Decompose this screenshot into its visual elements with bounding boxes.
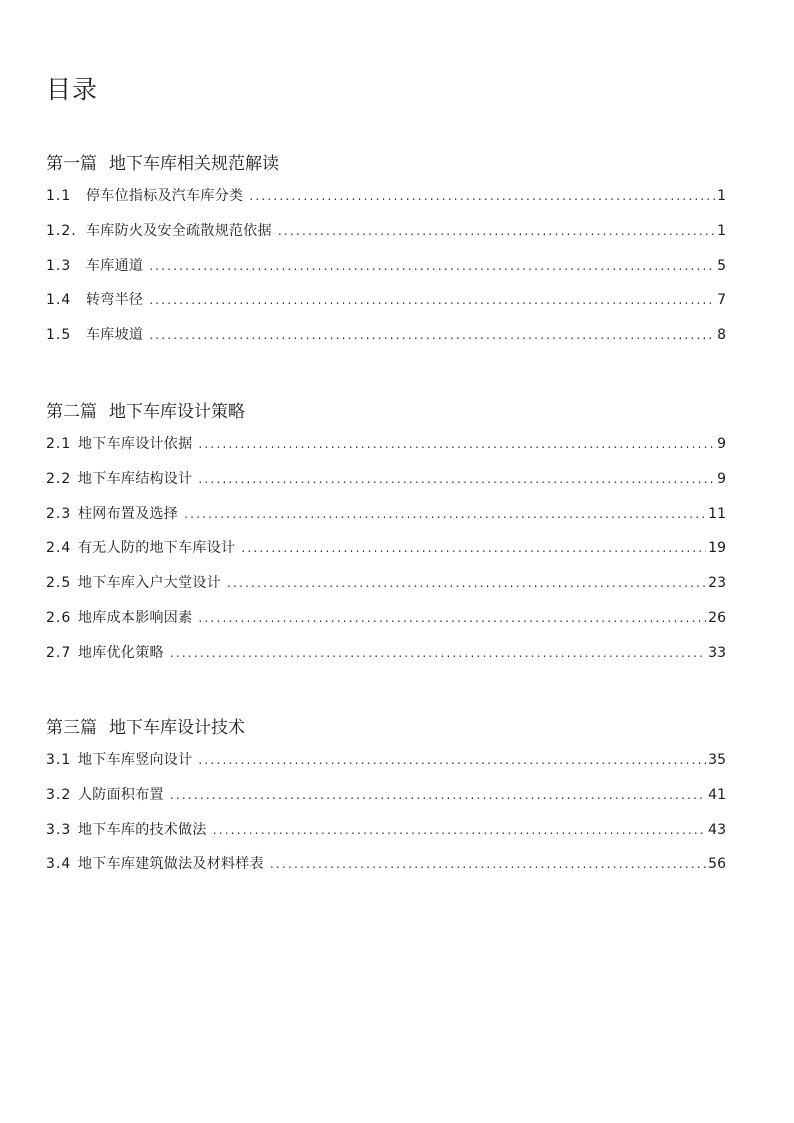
part-heading-title: 地下车库设计技术 [109, 718, 245, 738]
toc-entry[interactable] [46, 256, 726, 291]
entry-number: 1.2. [46, 222, 77, 239]
part-heading [46, 716, 726, 740]
entry-page-number: 41 [708, 786, 726, 803]
entry-number: 1.3 [46, 257, 72, 274]
entry-page-number: 5 [717, 257, 726, 274]
entry-label: 地下车库竖向设计 [78, 752, 193, 768]
toc-title: 目录 [46, 75, 99, 104]
dot-leader [170, 643, 706, 663]
toc-part-2 [46, 400, 726, 678]
dot-leader [149, 290, 715, 310]
dot-leader [198, 750, 706, 770]
entry-label: 柱网布置及选择 [78, 505, 179, 522]
dot-leader [149, 256, 715, 276]
dot-leader [241, 538, 706, 558]
dot-leader [170, 785, 706, 805]
dot-leader [198, 608, 706, 628]
entry-label: 地库优化策略 [78, 644, 164, 661]
dot-leader [198, 434, 715, 454]
toc-entry[interactable] [46, 538, 726, 573]
dot-leader [198, 469, 715, 489]
entry-label: 车库坡道 [86, 327, 144, 344]
part-heading-number: 第一篇 [46, 154, 97, 174]
entry-page-number: 1 [717, 188, 726, 204]
entry-number: 2.1 [46, 436, 72, 452]
part-heading [46, 152, 726, 176]
part-heading-title: 地下车库设计策略 [109, 402, 245, 422]
entry-number: 2.3 [46, 505, 72, 522]
toc-entry[interactable] [46, 221, 726, 256]
entry-number: 2.2 [46, 470, 72, 487]
entry-page-number: 35 [708, 752, 726, 768]
entry-number: 1.5 [46, 327, 72, 344]
entry-label: 地下车库结构设计 [78, 470, 193, 487]
dot-leader [184, 504, 706, 524]
entry-page-number: 8 [717, 327, 726, 344]
entry-number: 1.1 [46, 188, 72, 204]
entry-page-number: 9 [717, 436, 726, 452]
toc-part-1 [46, 152, 726, 360]
part-heading-title: 地下车库相关规范解读 [109, 154, 279, 174]
toc-entry[interactable] [46, 504, 726, 539]
entry-label: 有无人防的地下车库设计 [78, 540, 236, 557]
toc-entry[interactable] [46, 573, 726, 608]
entry-number: 2.6 [46, 609, 72, 626]
entry-label: 地库成本影响因素 [78, 609, 193, 626]
toc-entry[interactable] [46, 290, 726, 325]
entry-label: 地下车库入户大堂设计 [78, 575, 221, 592]
toc-entry[interactable] [46, 820, 726, 855]
entry-number: 3.1 [46, 752, 72, 768]
entry-number: 1.4 [46, 292, 72, 309]
entry-number: 2.7 [46, 644, 72, 661]
entry-label: 车库防火及安全疏散规范依据 [86, 222, 272, 239]
dot-leader [227, 573, 706, 593]
entry-label: 地下车库设计依据 [78, 436, 193, 452]
entry-number: 2.5 [46, 575, 72, 592]
entry-label: 地下车库建筑做法及材料样表 [78, 856, 264, 873]
toc-entry[interactable] [46, 785, 726, 820]
dot-leader [278, 221, 715, 241]
entry-number: 2.4 [46, 540, 72, 557]
part-heading [46, 400, 726, 424]
entry-label: 转弯半径 [86, 292, 144, 309]
toc-entry[interactable] [46, 643, 726, 678]
entry-page-number: 9 [717, 470, 726, 487]
dot-leader [149, 325, 715, 345]
toc-entry[interactable] [46, 325, 726, 360]
entry-page-number: 19 [708, 540, 726, 557]
entry-page-number: 56 [708, 856, 726, 873]
toc-entry[interactable] [46, 608, 726, 643]
dot-leader [213, 820, 706, 840]
entry-page-number: 7 [717, 292, 726, 309]
toc-entry[interactable] [46, 750, 726, 785]
entry-label: 停车位指标及汽车库分类 [86, 188, 244, 204]
part-heading-number: 第二篇 [46, 402, 97, 422]
toc-entry[interactable] [46, 186, 726, 221]
entry-number: 3.2 [46, 786, 72, 803]
entry-label: 车库通道 [86, 257, 144, 274]
entry-page-number: 23 [708, 575, 726, 592]
entry-page-number: 43 [708, 821, 726, 838]
entry-page-number: 26 [708, 609, 726, 626]
dot-leader [249, 186, 715, 206]
toc-entry[interactable] [46, 469, 726, 504]
entry-number: 3.3 [46, 821, 72, 838]
entry-label: 地下车库的技术做法 [78, 821, 207, 838]
entry-page-number: 33 [708, 644, 726, 661]
entry-label: 人防面积布置 [78, 786, 164, 803]
toc-entry[interactable] [46, 854, 726, 889]
entry-number: 3.4 [46, 856, 72, 873]
dot-leader [270, 854, 706, 874]
entry-page-number: 1 [717, 222, 726, 239]
part-heading-number: 第三篇 [46, 718, 97, 738]
toc-entry[interactable] [46, 434, 726, 469]
entry-page-number: 11 [708, 505, 726, 522]
toc-part-3 [46, 716, 726, 889]
